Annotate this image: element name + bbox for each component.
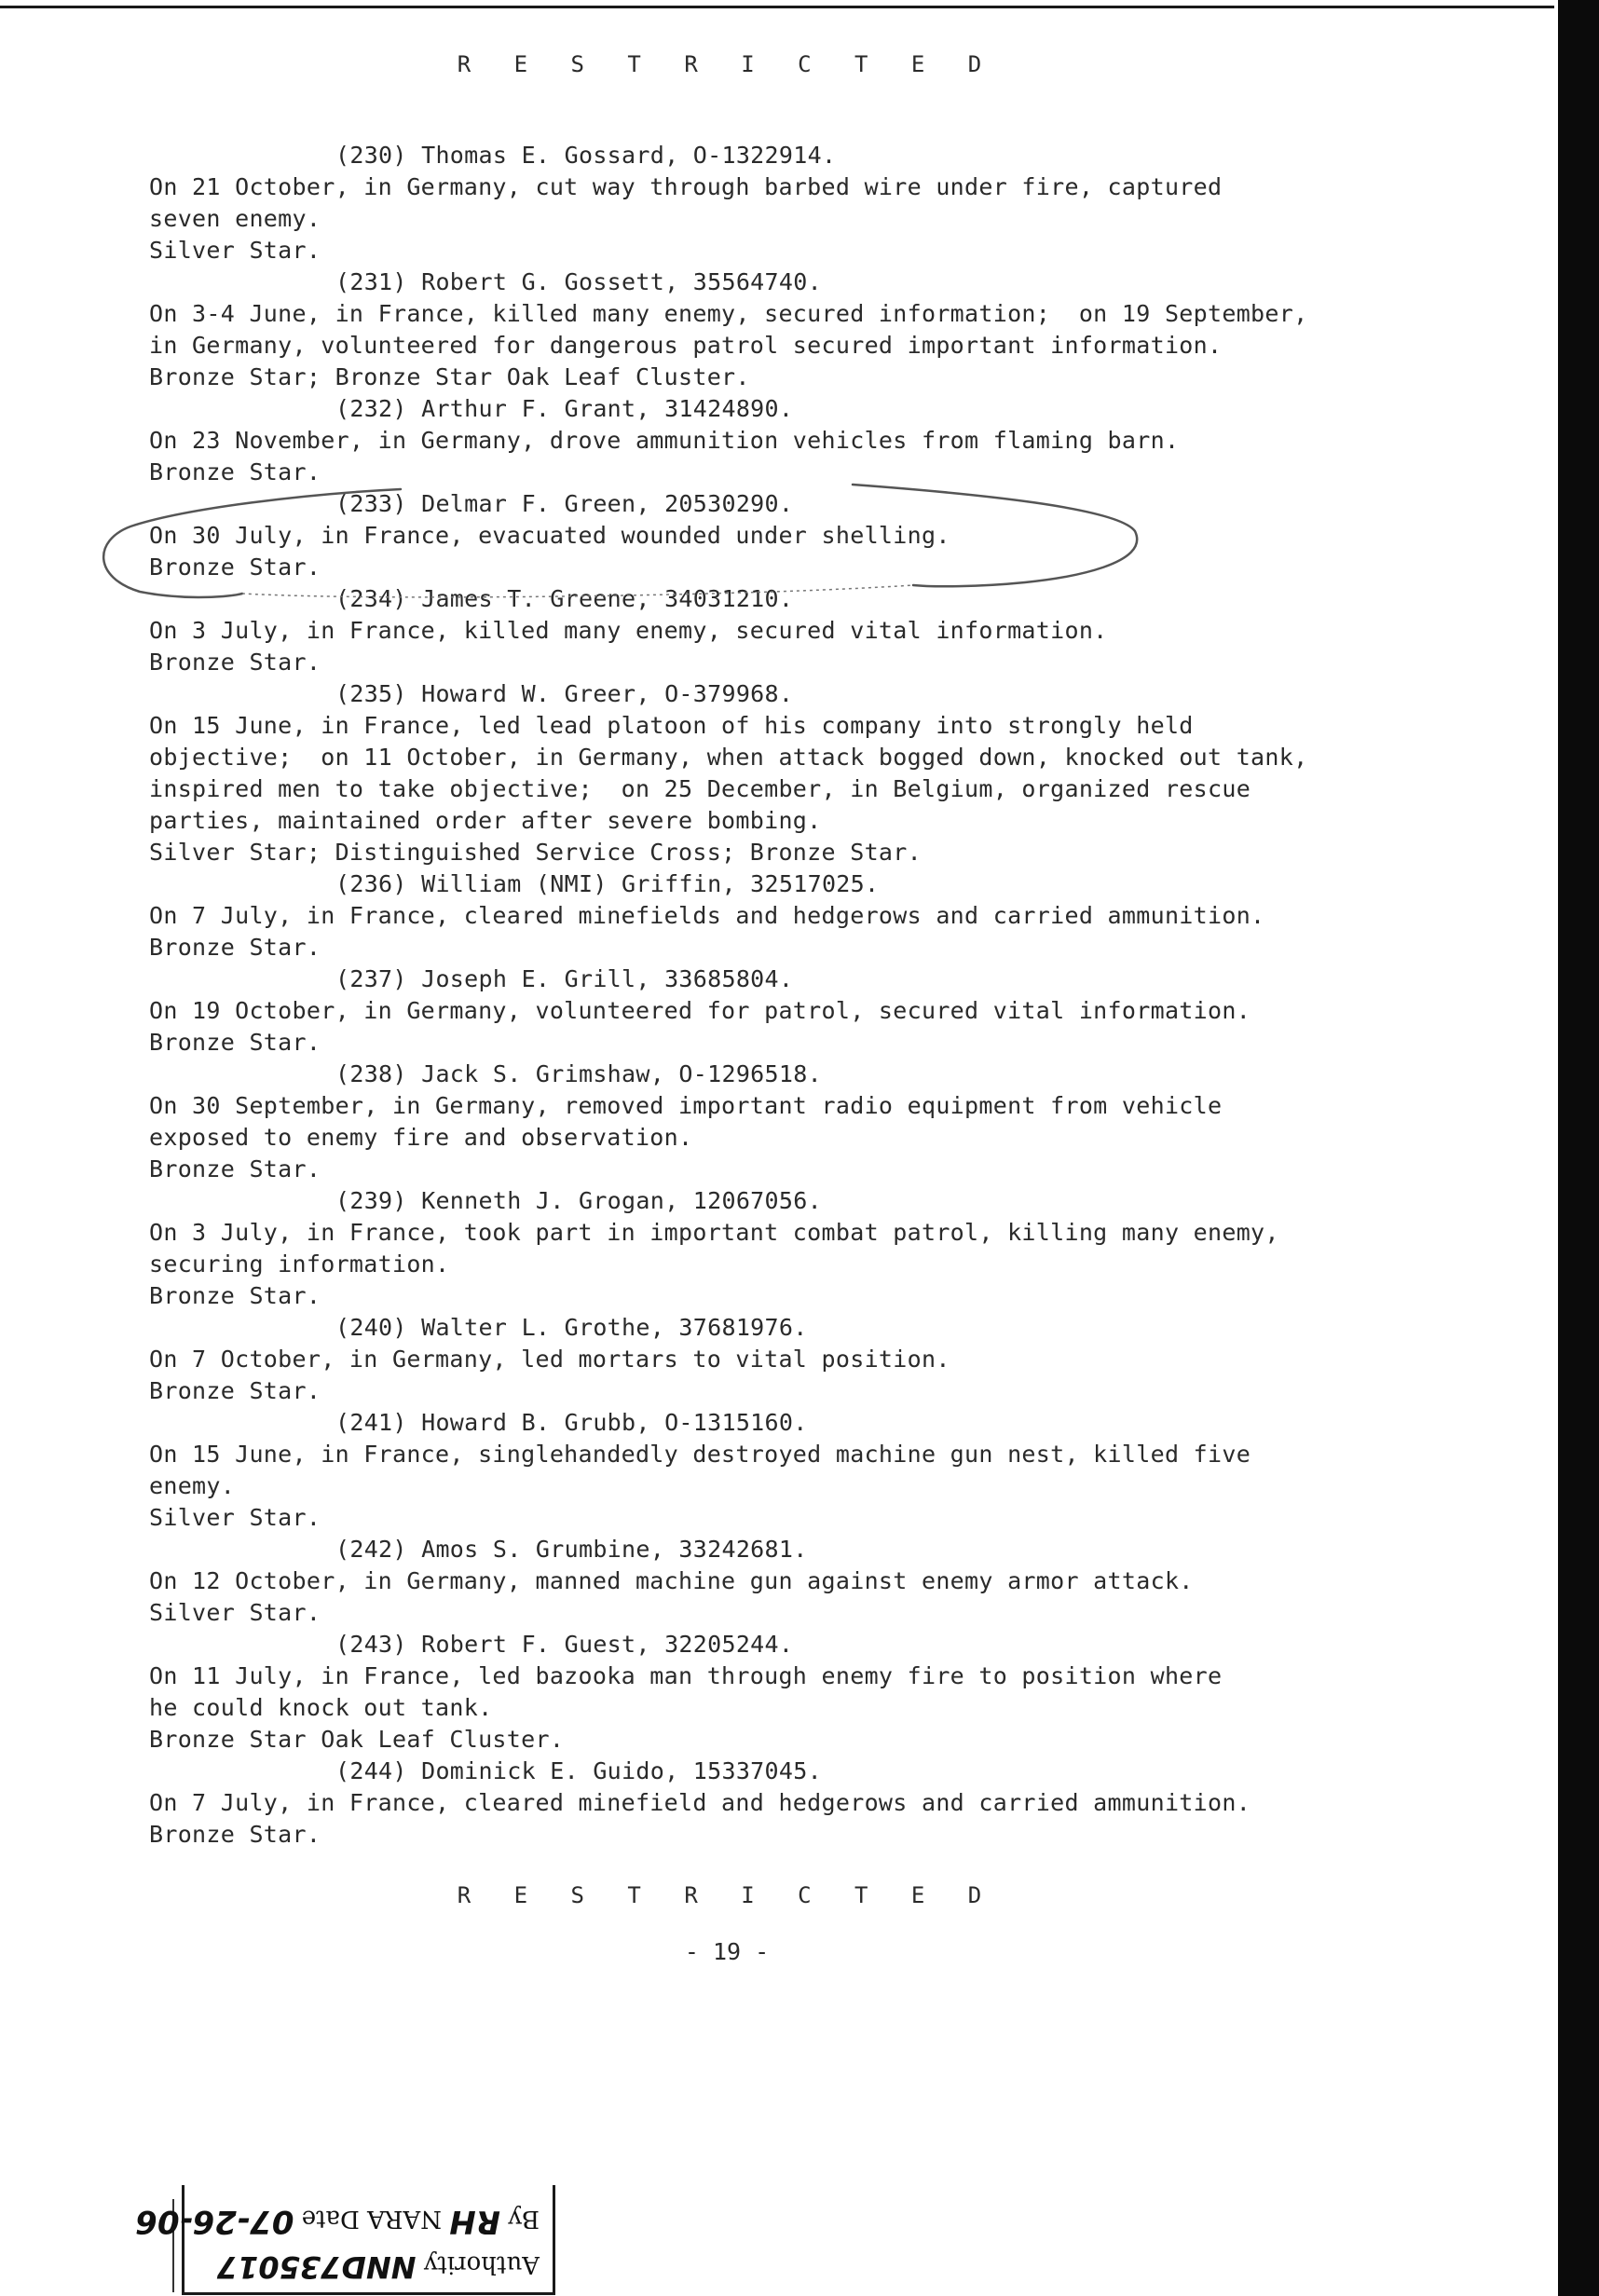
stamp-authority-line [217, 2249, 540, 2285]
entry-award: Bronze Star. [149, 1377, 321, 1404]
entry-heading: (236) William (NMI) Griffin, 32517025. [335, 870, 880, 897]
citation-entry-237 [149, 964, 1454, 1059]
citation-entry-234 [149, 583, 1454, 678]
entry-award: Bronze Star. [149, 1155, 321, 1182]
entry-description: On 15 June, in France, led lead platoon of his company into strongly held objective; on 11 October, in Germany, when attack bogged down, knocked out tank, inspired men to take objective; on 25 December, in Belgium, organized rescue parties, maintained order after severe bombing. [149, 712, 1308, 834]
stamp-authority-number: NND735017 [216, 2249, 417, 2285]
entry-heading: (235) Howard W. Greer, O-379968. [335, 680, 794, 707]
declassification-stamp [135, 2185, 555, 2295]
scan-edge-bar [1558, 0, 1599, 2296]
citation-entry-233 [149, 488, 1454, 583]
citation-entry-232 [149, 393, 1454, 488]
entry-heading: (241) Howard B. Grubb, O-1315160. [335, 1409, 808, 1436]
entry-heading: (239) Kenneth J. Grogan, 12067056. [335, 1187, 822, 1214]
entry-heading: (237) Joseph E. Grill, 33685804. [335, 965, 794, 992]
citation-entry-241 [149, 1407, 1454, 1534]
entry-description: On 3 July, in France, killed many enemy, secured vital information. [149, 617, 1108, 644]
citation-list [149, 140, 1454, 1851]
entry-award: Bronze Star. [149, 1029, 321, 1056]
classification-footer: R E S T R I C T E D [457, 1882, 997, 1908]
entry-description: On 11 July, in France, led bazooka man through enemy fire to position where he could knock out tank. [149, 1662, 1223, 1721]
entry-award: Bronze Star. [149, 1282, 321, 1309]
entry-award: Bronze Star. [149, 649, 321, 676]
citation-entry-240 [149, 1312, 1454, 1407]
citation-entry-243 [149, 1629, 1454, 1756]
entry-description: On 7 July, in France, cleared minefields and hedgerows and carried ammunition. [149, 902, 1265, 929]
stamp-date: 07-26-06 [135, 2203, 294, 2240]
entry-heading: (233) Delmar F. Green, 20530290. [335, 490, 794, 517]
entry-heading: (238) Jack S. Grimshaw, O-1296518. [335, 1060, 822, 1087]
stamp-agency-label: NARA Date [301, 2205, 443, 2233]
stamp-date-line [135, 2203, 540, 2240]
classification-header: R E S T R I C T E D [457, 51, 997, 77]
citation-entry-239 [149, 1185, 1454, 1312]
stamp-initials: RH [449, 2203, 500, 2240]
entry-heading: (232) Arthur F. Grant, 31424890. [335, 395, 794, 422]
entry-heading: (230) Thomas E. Gossard, O-1322914. [335, 142, 837, 169]
top-border-line [0, 6, 1554, 8]
entry-award: Silver Star. [149, 237, 321, 264]
entry-description: On 3 July, in France, took part in important combat patrol, killing many enemy, securing information. [149, 1219, 1279, 1278]
entry-award: Bronze Star; Bronze Star Oak Leaf Cluster. [149, 363, 750, 390]
citation-entry-238 [149, 1059, 1454, 1185]
citation-entry-242 [149, 1534, 1454, 1629]
entry-description: On 12 October, in Germany, manned machine gun against enemy armor attack. [149, 1567, 1194, 1594]
page-number: - 19 - [684, 1938, 770, 1965]
entry-award: Bronze Star. [149, 554, 321, 581]
citation-entry-235 [149, 678, 1454, 868]
entry-award: Silver Star. [149, 1504, 321, 1531]
stamp-authority-label: Authority [423, 2250, 540, 2278]
citation-entry-231 [149, 266, 1454, 393]
entry-description: On 15 June, in France, singlehandedly destroyed machine gun nest, killed five enemy. [149, 1441, 1251, 1499]
entry-heading: (243) Robert F. Guest, 32205244. [335, 1631, 794, 1658]
entry-description: On 7 July, in France, cleared minefield and hedgerows and carried ammunition. [149, 1789, 1251, 1816]
citation-entry-236 [149, 868, 1454, 964]
entry-heading: (234) James T. Greene, 34031210. [335, 585, 794, 612]
entry-description: On 30 September, in Germany, removed important radio equipment from vehicle exposed to enemy fire and observation. [149, 1092, 1223, 1151]
entry-description: On 19 October, in Germany, volunteered for patrol, secured vital information. [149, 997, 1251, 1024]
entry-heading: (244) Dominick E. Guido, 15337045. [335, 1757, 822, 1784]
entry-heading: (242) Amos S. Grumbine, 33242681. [335, 1536, 808, 1563]
entry-award: Bronze Star. [149, 1821, 321, 1848]
stamp-by-label: By [508, 2205, 540, 2233]
entry-award: Silver Star. [149, 1599, 321, 1626]
citation-entry-230 [149, 140, 1454, 266]
entry-award: Silver Star; Distinguished Service Cross; Bronze Star. [149, 839, 922, 866]
entry-description: On 3-4 June, in France, killed many enemy, secured information; on 19 September, in Germany, volunteered for dangerous patrol secured important information. [149, 300, 1308, 359]
entry-heading: (231) Robert G. Gossett, 35564740. [335, 268, 822, 295]
entry-description: On 30 July, in France, evacuated wounded under shelling. [149, 522, 950, 549]
entry-award: Bronze Star. [149, 934, 321, 961]
entry-award: Bronze Star Oak Leaf Cluster. [149, 1726, 565, 1753]
entry-heading: (240) Walter L. Grothe, 37681976. [335, 1314, 808, 1341]
entry-description: On 21 October, in Germany, cut way through barbed wire under fire, captured seven enemy. [149, 173, 1223, 232]
entry-description: On 23 November, in Germany, drove ammunition vehicles from flaming barn. [149, 427, 1180, 454]
entry-description: On 7 October, in Germany, led mortars to vital position. [149, 1346, 950, 1373]
citation-entry-244 [149, 1756, 1454, 1851]
entry-award: Bronze Star. [149, 458, 321, 485]
